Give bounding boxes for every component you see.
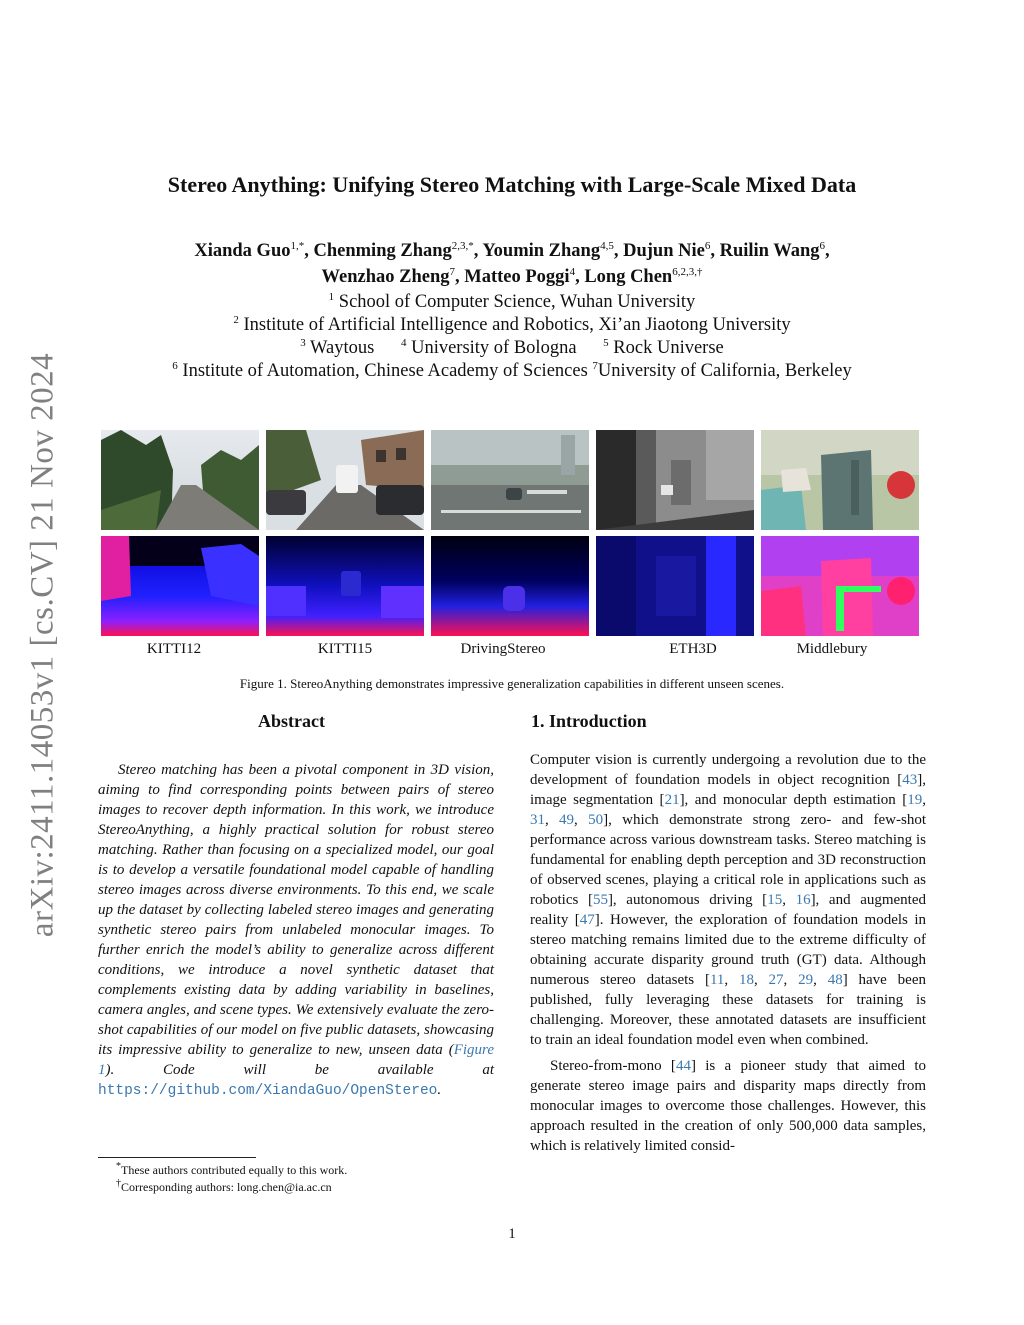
figure-caption: Figure 1. StereoAnything demonstrates impressive generalization capabilities in different unseen scenes. xyxy=(239,676,785,691)
abstract-heading: Abstract xyxy=(258,711,325,731)
kitti15-disparity-map xyxy=(266,536,424,636)
affiliation-1: $^1$ School of Computer Science, Wuhan University xyxy=(328,291,696,313)
author-name: Long Chen xyxy=(584,267,673,288)
affiliation-2: $^2$ Institute of Artificial Intelligence and Robotics, Xi’an Jiaotong University xyxy=(233,314,791,336)
paragraph-text: ] have been published, fully leveraging these datasets for training is challenging. Moreover, these annotated datasets are insufficient to train an ideal foundation model even when combined. xyxy=(530,972,926,1048)
author-name: Chenming Zhang xyxy=(313,241,452,262)
author-name: Dujun Nie xyxy=(623,241,705,262)
paragraph-text: ], which demonstrate strong zero- and few-shot performance across various downstream tasks. Stereo matching is fundamental for enabling depth perception and 3D reconstruction of observed scenes, playing a critical role in applications such as robotics [ xyxy=(530,812,926,908)
intro-paragraph-1 xyxy=(530,750,926,1050)
introduction-heading: 1. Introduction xyxy=(531,711,647,731)
figure-label-kitti12: KITTI12 xyxy=(146,641,202,657)
figure-label-eth3d: ETH3D xyxy=(669,641,717,657)
paragraph-text: Computer vision is currently undergoing a revolution due to the development of foundation models in object recognition [ xyxy=(530,752,926,788)
citation-link[interactable]: 29 xyxy=(798,972,814,988)
middlebury-rgb-image xyxy=(761,430,919,530)
author-affiliation-mark: 6 xyxy=(819,240,825,252)
figure-label-kitti15: KITTI15 xyxy=(317,641,373,657)
kitti12-rgb-image xyxy=(101,430,259,530)
paragraph-text: , xyxy=(753,972,769,988)
eth3d-rgb-image xyxy=(596,430,754,530)
citation-link[interactable]: 55 xyxy=(592,892,608,908)
affiliation-6-7: $^6$ Institute of Automation, Chinese Academy of Sciences $^7$University of California, Berkeley xyxy=(172,360,852,382)
paragraph-text: , xyxy=(782,892,796,908)
citation-link[interactable]: 19 xyxy=(907,792,923,808)
github-url-link[interactable]: https://github.com/XiandaGuo/OpenStereo xyxy=(98,1083,438,1099)
author-affiliation-mark: 2,3,* xyxy=(451,240,474,252)
paragraph-text: ], autonomous driving [ xyxy=(607,892,768,908)
author-affiliation-mark: 1,* xyxy=(290,240,305,252)
citation-link[interactable]: 31 xyxy=(530,812,545,828)
author-affiliation-mark: 6 xyxy=(704,240,711,252)
middlebury-disparity-map xyxy=(761,536,919,636)
authors-line-1: Xianda Guo$^{1,*}$, Chenming Zhang$^{2,3,*}$, Youmin Zhang$^{4,5}$, Dujun Nie$^6$, Ruilin Wang$^6$, xyxy=(194,240,830,262)
footnote-corresponding-author: †Corresponding authors: long.chen@ia.ac.cn xyxy=(116,1178,332,1194)
paragraph-text: , xyxy=(813,972,828,988)
abstract-body: Stereo matching has been a pivotal component in 3D vision, aiming to find corresponding points between pairs of stereo images to recover depth information. In this work, we introduce StereoAnything, a highly practical solution for robust stereo matching. Rather than focusing on a specialized model, our goal is to develop a versatile foundational model capable of handling stereo images across diverse environments. To this end, we scale up the dataset by collecting labeled stereo images and generating synthetic stereo pairs from unlabeled monocular images. To further enrich the model’s ability to generalize across different conditions, we introduce a novel synthetic dataset that complements existing data by adding variability in baselines, camera angles, and scene types. We extensively evaluate the zero-shot capabilities of our model on five public datasets, showcasing its impressive ability to generalize to new, unseen data (Figure 1). Code will be available at https://github.com/XiandaGuo/OpenStereo. xyxy=(98,762,494,1099)
kitti15-rgb-image xyxy=(266,430,424,530)
author-name: Matteo Poggi xyxy=(464,267,570,288)
figure-label-drivingstereo: DrivingStereo xyxy=(460,641,546,657)
kitti12-disparity-map xyxy=(101,536,259,636)
citation-link[interactable]: 48 xyxy=(827,972,843,988)
eth3d-disparity-map xyxy=(596,536,754,636)
drivingstereo-disparity-map xyxy=(431,536,589,636)
paragraph-text: Stereo-from-mono [ xyxy=(550,1058,676,1074)
paragraph-text: , xyxy=(922,792,926,808)
paragraph-text: ], and monocular depth estimation [ xyxy=(679,792,908,808)
figure-1-link[interactable]: Figure 1 xyxy=(98,1042,494,1078)
citation-link[interactable]: 18 xyxy=(738,972,754,988)
citation-link[interactable]: 47 xyxy=(579,912,595,928)
citation-link[interactable]: 49 xyxy=(559,812,575,828)
figure-label-middlebury: Middlebury xyxy=(796,641,868,657)
citation-link[interactable]: 16 xyxy=(795,892,811,908)
paper-title: Stereo Anything: Unifying Stereo Matching with Large-Scale Mixed Data xyxy=(167,172,857,197)
paragraph-text: , xyxy=(545,812,560,828)
paragraph-text: , xyxy=(783,972,799,988)
author-affiliation-mark: 4 xyxy=(569,266,576,278)
citation-link[interactable]: 15 xyxy=(767,892,783,908)
paragraph-text: ], image segmentation [ xyxy=(530,772,926,808)
author-affiliation-mark: 4,5 xyxy=(600,240,614,252)
citation-link[interactable]: 21 xyxy=(664,792,680,808)
drivingstereo-rgb-image xyxy=(431,430,589,530)
citation-link[interactable]: 43 xyxy=(902,772,918,788)
paragraph-text: , xyxy=(724,972,739,988)
citation-link[interactable]: 44 xyxy=(675,1058,691,1074)
page-number: 1 xyxy=(508,1226,516,1242)
paragraph-text: ] is a pioneer study that aimed to generate stereo image pairs and disparity maps directly from monocular images to overcome those challenges. However, this approach resulted in the creation of only 500,000 data samples, which is relatively limited consid- xyxy=(530,1058,926,1154)
footnote-divider xyxy=(98,1157,256,1158)
author-name: Ruilin Wang xyxy=(719,241,820,262)
arxiv-identifier: arXiv:2411.14053v1 [cs.CV] 21 Nov 2024 xyxy=(24,352,61,938)
paragraph-text: , xyxy=(574,812,589,828)
author-affiliation-mark: 6,2,3,† xyxy=(672,266,703,278)
citation-link[interactable]: 50 xyxy=(588,812,604,828)
affiliation-3-4-5: $^3$ Waytous $^4$ University of Bologna $^5$ Rock Universe xyxy=(300,337,724,359)
paragraph-text: ], and augmented reality [ xyxy=(530,892,927,928)
footnote-equal-contribution: *These authors contributed equally to this work. xyxy=(116,1161,348,1177)
author-name: Wenzhao Zheng xyxy=(321,267,450,288)
author-name: Xianda Guo xyxy=(194,241,291,262)
author-name: Youmin Zhang xyxy=(482,241,601,262)
paragraph-text: ]. However, the exploration of foundation models in stereo matching remains limited due to the extreme difficulty of obtaining accurate disparity ground truth (GT) data. Although numerous stereo datasets [ xyxy=(530,912,926,988)
intro-paragraph-2 xyxy=(530,1056,926,1156)
citation-link[interactable]: 11 xyxy=(709,972,725,988)
authors-line-2: Wenzhao Zheng$^7$, Matteo Poggi$^4$, Long Chen$^{6,2,3,\dagger}$ xyxy=(321,266,703,288)
citation-link[interactable]: 27 xyxy=(768,972,784,988)
author-affiliation-mark: 7 xyxy=(449,266,455,278)
introduction-body xyxy=(530,750,926,1162)
